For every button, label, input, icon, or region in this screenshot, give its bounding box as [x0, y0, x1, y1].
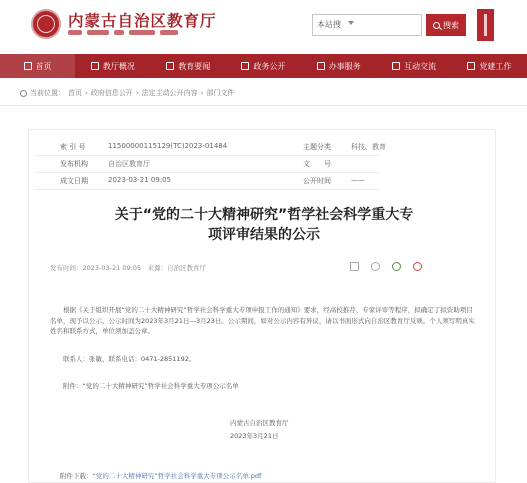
attachment-note: 附件：“党的二十大精神研究”哲学社会科学重大专项公示名单 — [63, 382, 239, 390]
article-body: 根据《关于组织开展“党的二十大精神研究”哲学社会科学重大专项申报工作的通知》要求，经高校推荐、专家评审等程序，拟确定了拟资助项目名单，现予以公示。公示时间为2023年3月21日—3月23日。公示期间，如对公示内容有异议，请以书面形式向自治区教育厅反映。个人须写明真实姓名和联系方式，单位须加盖公章。 — [50, 306, 475, 335]
attachment-link[interactable]: “党的二十大精神研究”哲学社会科学重大专项公示名单.pdf — [92, 472, 262, 480]
search-icon — [433, 22, 440, 29]
nav-services[interactable]: 办事服务 — [301, 54, 376, 78]
contact-info: 联系人：张敏，联系电话：0471-2851192。 — [63, 355, 196, 363]
site-title[interactable]: 内蒙古自治区教育厅 — [68, 11, 217, 30]
mongolian-script — [68, 30, 188, 37]
breadcrumb-current[interactable]: 部门文件 — [206, 89, 235, 97]
party-emblem-icon — [477, 9, 494, 41]
flag-icon — [467, 62, 475, 70]
meta-row-org: 发布机构 自治区教育厅 文 号 — [35, 157, 380, 173]
nav-party[interactable]: 党建工作 — [452, 54, 527, 78]
search-scope-select[interactable]: 本站搜 — [317, 20, 341, 29]
emblem-icon — [31, 9, 61, 39]
chat-icon — [392, 62, 400, 70]
nav-interaction[interactable]: 互动交流 — [376, 54, 451, 78]
print-icon[interactable] — [371, 262, 380, 271]
meta-row-date: 成文日期 2023-03-21 09:05 公开时间 —— — [35, 174, 380, 190]
breadcrumb-home[interactable]: 首页 — [68, 89, 82, 97]
breadcrumb-content[interactable]: 法定主动公开内容 — [141, 89, 198, 97]
weibo-icon[interactable] — [413, 262, 422, 271]
article-info: 发布时间：2023-03-21 09:05 来源：自治区教育厅 — [50, 264, 207, 272]
home-icon — [24, 62, 32, 70]
news-icon — [166, 62, 174, 70]
document-icon — [241, 62, 249, 70]
building-icon — [91, 62, 99, 70]
wechat-icon[interactable] — [392, 262, 401, 271]
share-bar — [350, 262, 422, 271]
divider — [0, 105, 527, 106]
chevron-down-icon[interactable] — [348, 21, 354, 25]
search-button[interactable] — [426, 14, 466, 36]
signature-date: 2023年3月21日 — [230, 432, 279, 440]
nav-home[interactable]: 首页 — [0, 54, 75, 78]
breadcrumb: 当前位置： 首页 › 政府信息公开 › 法定主动公开内容 › 部门文件 — [20, 88, 234, 98]
nav-news[interactable]: 教育要闻 — [151, 54, 226, 78]
search-button-label: 搜索 — [443, 20, 459, 30]
main-nav — [0, 54, 527, 78]
nav-gov-info[interactable]: 政务公开 — [226, 54, 301, 78]
nav-overview[interactable]: 教厅概况 — [75, 54, 150, 78]
article-title: 关于“党的二十大精神研究”哲学社会科学重大专 项评审结果的公示 — [114, 207, 414, 243]
breadcrumb-gov-info[interactable]: 政府信息公开 — [90, 89, 133, 97]
signature-org: 内蒙古自治区教育厅 — [230, 419, 289, 427]
location-icon — [20, 90, 27, 97]
attachment-download: 附件下载：“党的二十大精神研究”哲学社会科学重大专项公示名单.pdf — [60, 472, 262, 480]
meta-row-index: 索 引 号 11500000115129(TC)2023-01484 主题分类 科技、教育 — [35, 140, 380, 156]
service-icon — [317, 62, 325, 70]
font-size-icon[interactable] — [350, 262, 359, 271]
site-header — [0, 0, 527, 50]
